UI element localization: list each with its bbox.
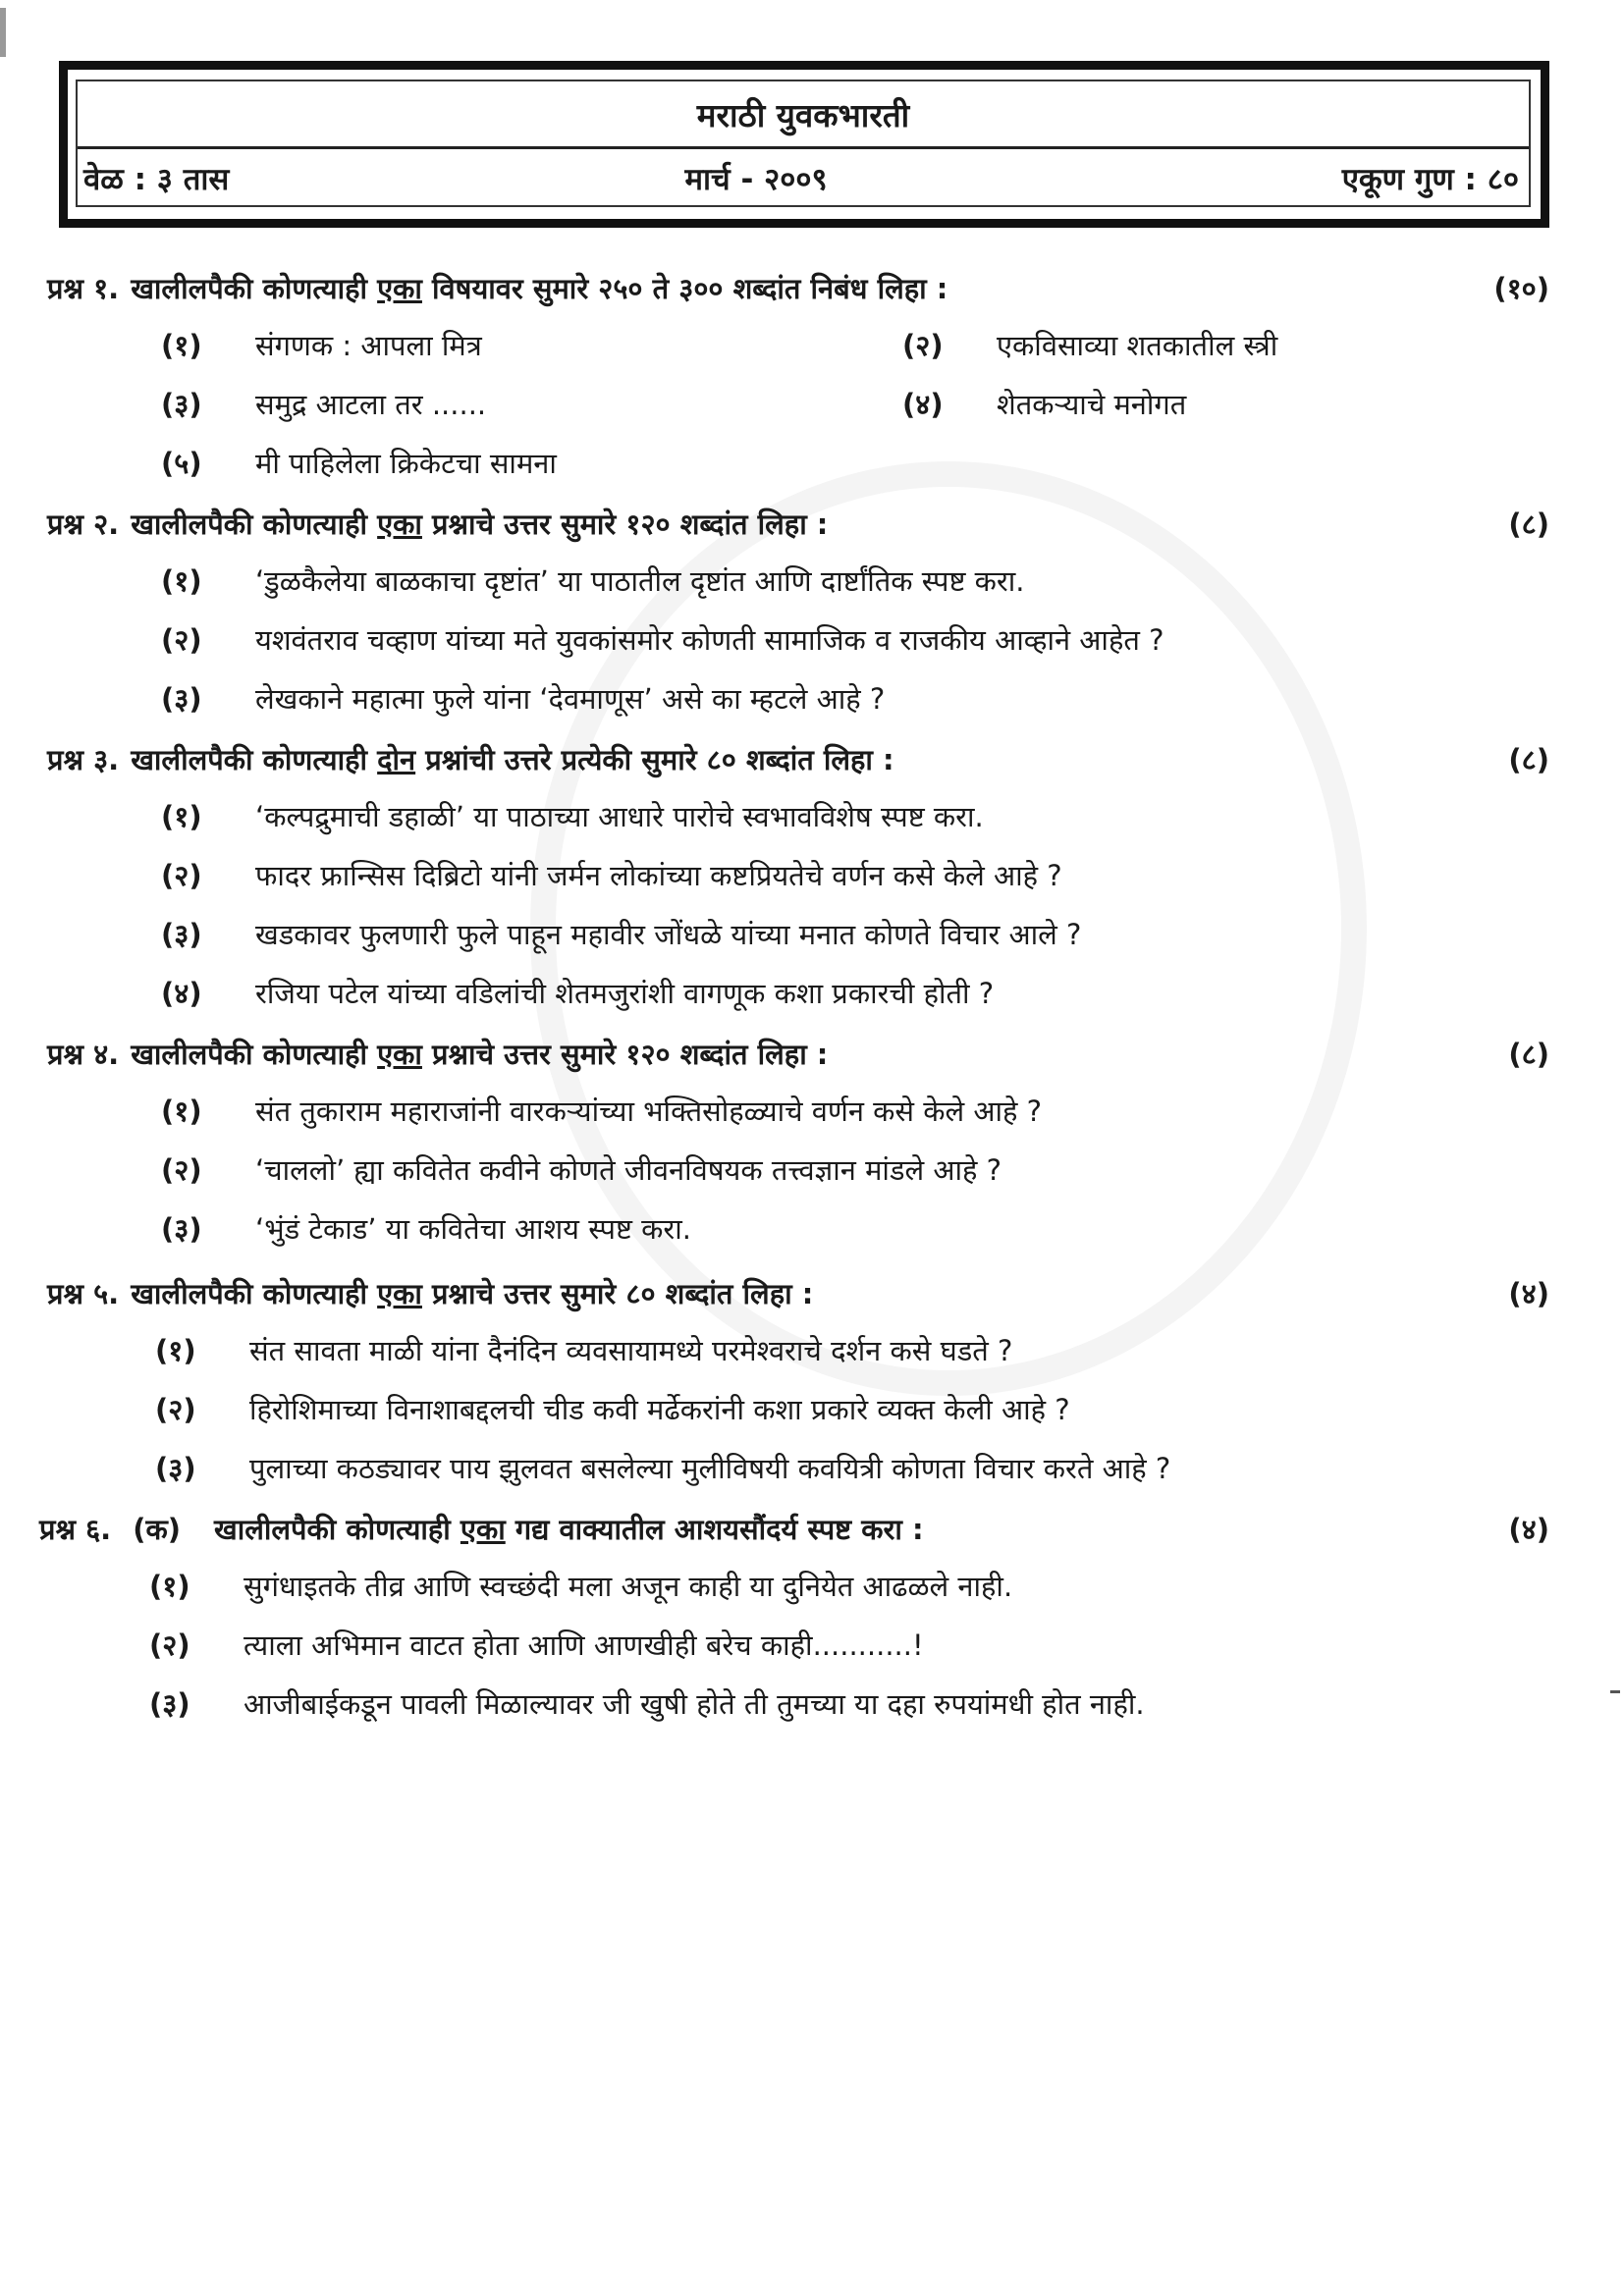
question-marks: (८) bbox=[1508, 743, 1549, 776]
scan-edge-mark bbox=[0, 8, 6, 57]
exam-total-marks: एकूण गुण : ८० bbox=[1341, 162, 1519, 197]
sub-question-list bbox=[47, 552, 1549, 728]
item-number: (१) bbox=[155, 1334, 196, 1367]
item-number: (५) bbox=[161, 447, 202, 480]
list-item bbox=[47, 1082, 1549, 1141]
list-item bbox=[47, 964, 1549, 1023]
question-instruction bbox=[131, 1027, 828, 1082]
exam-duration: वेळ : ३ तास bbox=[83, 162, 230, 197]
item-number: (३) bbox=[161, 388, 202, 421]
item-text: एकविसाव्या शतकातील स्त्री bbox=[997, 329, 1278, 362]
header-title-row bbox=[78, 81, 1529, 149]
item-text: मी पाहिलेला क्रिकेटचा सामना bbox=[255, 447, 557, 480]
question-2 bbox=[47, 497, 1549, 728]
header-info-row bbox=[78, 149, 1529, 208]
instruction-text: प्रश्नाचे उत्तर सुमारे ८० शब्दांत लिहा : bbox=[421, 1277, 814, 1310]
item-number: (१) bbox=[161, 564, 202, 598]
list-item bbox=[47, 611, 1549, 669]
list-item bbox=[47, 846, 1549, 905]
instruction-emphasis: एका bbox=[377, 272, 422, 305]
item-text: हिरोशिमाच्या विनाशाबद्दलची चीड कवी मर्ढेकरांनी कशा प्रकारे व्यक्त केली आहे ? bbox=[249, 1393, 1070, 1426]
question-heading bbox=[39, 1502, 1549, 1557]
question-5 bbox=[47, 1266, 1549, 1498]
exam-session: मार्च - २००९ bbox=[684, 162, 828, 197]
instruction-text: विषयावर सुमारे २५० ते ३०० शब्दांत निबंध लिहा : bbox=[421, 272, 948, 305]
question-3 bbox=[47, 732, 1549, 1023]
list-item bbox=[47, 1200, 1549, 1258]
item-text: पुलाच्या कठड्यावर पाय झुलवत बसलेल्या मुलीविषयी कवयित्री कोणता विचार करते आहे ? bbox=[249, 1452, 1171, 1485]
question-number: प्रश्न ५. bbox=[47, 1277, 120, 1310]
question-number: प्रश्न ४. bbox=[47, 1038, 120, 1071]
instruction-text: खालीलपैकी कोणत्याही bbox=[131, 507, 378, 541]
question-instruction bbox=[131, 732, 893, 787]
item-number: (१) bbox=[149, 1570, 190, 1603]
list-item bbox=[47, 1439, 1549, 1498]
question-1 bbox=[47, 261, 1549, 493]
item-text: ‘डुळकैलेया बाळकाचा दृष्टांत’ या पाठातील दृष्टांत आणि दार्ष्टांतिक स्पष्ट करा. bbox=[255, 564, 1025, 598]
question-heading bbox=[47, 1027, 1549, 1082]
list-item bbox=[39, 1616, 1549, 1675]
question-number: प्रश्न ३. bbox=[47, 743, 120, 776]
question-marks: (१०) bbox=[1493, 272, 1549, 305]
item-text: रजिया पटेल यांच्या वडिलांची शेतमजुरांशी वागणूक कशा प्रकारची होती ? bbox=[255, 977, 995, 1010]
list-item bbox=[47, 669, 1549, 728]
item-text: त्याला अभिमान वाटत होता आणि आणखीही बरेच काही...........! bbox=[244, 1629, 924, 1662]
item-number: (४) bbox=[161, 977, 202, 1010]
sub-question-list bbox=[47, 1082, 1549, 1258]
instruction-emphasis: दोन bbox=[377, 743, 416, 776]
item-text: फादर फ्रान्सिस दिब्रिटो यांनी जर्मन लोकांच्या कष्टप्रियतेचे वर्णन कसे केले आहे ? bbox=[255, 859, 1062, 892]
item-number: (१) bbox=[161, 800, 202, 833]
question-6 bbox=[39, 1502, 1549, 1734]
scan-edge-mark bbox=[1610, 1690, 1620, 1693]
item-number: (३) bbox=[161, 918, 202, 951]
list-item bbox=[39, 1557, 1549, 1616]
question-instruction bbox=[131, 497, 828, 552]
item-number: (१) bbox=[161, 329, 202, 362]
list-item bbox=[47, 787, 1549, 846]
question-part-label: (क) bbox=[133, 1513, 181, 1546]
instruction-text: खालीलपैकी कोणत्याही bbox=[131, 1277, 378, 1310]
item-text: ‘चाललो’ ह्या कवितेत कवीने कोणते जीवनविषयक तत्त्वज्ञान मांडले आहे ? bbox=[255, 1153, 1001, 1187]
exam-header bbox=[59, 61, 1549, 228]
item-text: आजीबाईकडून पावली मिळाल्यावर जी खुषी होते ती तुमच्या या दहा रुपयांमधी होत नाही. bbox=[244, 1687, 1145, 1721]
item-number: (३) bbox=[161, 682, 202, 716]
question-heading bbox=[47, 732, 1549, 787]
instruction-text: प्रश्नांची उत्तरे प्रत्येकी सुमारे ८० शब्दांत लिहा : bbox=[415, 743, 894, 776]
question-marks: (४) bbox=[1508, 1277, 1549, 1310]
list-item bbox=[161, 375, 902, 434]
question-marks: (८) bbox=[1508, 1038, 1549, 1071]
item-text: खडकावर फुलणारी फुले पाहून महावीर जोंधळे यांच्या मनात कोणते विचार आले ? bbox=[255, 918, 1082, 951]
essay-topic-list bbox=[47, 316, 1549, 493]
instruction-text: खालीलपैकी कोणत्याही bbox=[213, 1513, 460, 1546]
instruction-text: गद्य वाक्यातील आशयसौंदर्य स्पष्ट करा : bbox=[505, 1513, 924, 1546]
question-marks: (८) bbox=[1508, 507, 1549, 541]
instruction-text: प्रश्नाचे उत्तर सुमारे १२० शब्दांत लिहा : bbox=[421, 507, 829, 541]
question-instruction bbox=[214, 1502, 924, 1557]
item-text: संत सावता माळी यांना दैनंदिन व्यवसायामध्ये परमेश्वराचे दर्शन कसे घडते ? bbox=[249, 1334, 1013, 1367]
item-text: समुद्र आटला तर ...... bbox=[255, 388, 487, 421]
list-item bbox=[161, 434, 902, 493]
list-item bbox=[47, 1380, 1549, 1439]
question-instruction bbox=[131, 1266, 813, 1321]
list-item bbox=[39, 1675, 1549, 1734]
sub-question-list bbox=[47, 1321, 1549, 1498]
question-heading bbox=[47, 497, 1549, 552]
item-number: (२) bbox=[155, 1393, 196, 1426]
item-number: (३) bbox=[149, 1687, 190, 1721]
instruction-emphasis: एका bbox=[377, 507, 422, 541]
instruction-emphasis: एका bbox=[460, 1513, 506, 1546]
header-inner-frame bbox=[76, 80, 1531, 207]
instruction-text: खालीलपैकी कोणत्याही bbox=[131, 743, 378, 776]
item-number: (१) bbox=[161, 1095, 202, 1128]
item-number: (२) bbox=[161, 623, 202, 657]
item-text: ‘भुंडं टेकाड’ या कवितेचा आशय स्पष्ट करा. bbox=[255, 1212, 691, 1246]
item-text: शेतकऱ्याचे मनोगत bbox=[997, 388, 1187, 421]
item-text: संत तुकाराम महाराजांनी वारकऱ्यांच्या भक्तिसोहळ्याचे वर्णन कसे केले आहे ? bbox=[255, 1095, 1043, 1128]
list-item bbox=[902, 375, 1590, 434]
sub-question-list bbox=[39, 1557, 1549, 1734]
item-text: संगणक : आपला मित्र bbox=[255, 329, 482, 362]
item-text: लेखकाने महात्मा फुले यांना ‘देवमाणूस’ असे का म्हटले आहे ? bbox=[255, 682, 886, 716]
question-4 bbox=[47, 1027, 1549, 1258]
item-number: (२) bbox=[161, 859, 202, 892]
item-text: ‘कल्पद्रुमाची डहाळी’ या पाठाच्या आधारे पारोचे स्वभावविशेष स्पष्ट करा. bbox=[255, 800, 984, 833]
list-item bbox=[902, 316, 1590, 375]
item-number: (२) bbox=[902, 329, 944, 362]
list-item bbox=[47, 552, 1549, 611]
question-number: प्रश्न ६. bbox=[39, 1513, 112, 1546]
item-text: सुगंधाइतके तीव्र आणि स्वच्छंदी मला अजून काही या दुनियेत आढळले नाही. bbox=[244, 1570, 1013, 1603]
item-text: यशवंतराव चव्हाण यांच्या मते युवकांसमोर कोणती सामाजिक व राजकीय आव्हाने आहेत ? bbox=[255, 623, 1164, 657]
question-marks: (४) bbox=[1508, 1513, 1549, 1546]
instruction-emphasis: एका bbox=[377, 1277, 422, 1310]
item-number: (२) bbox=[149, 1629, 190, 1662]
question-number: प्रश्न २. bbox=[47, 507, 120, 541]
question-heading bbox=[47, 261, 1549, 316]
question-heading bbox=[47, 1266, 1549, 1321]
question-instruction bbox=[131, 261, 947, 316]
list-item bbox=[47, 905, 1549, 964]
instruction-text: खालीलपैकी कोणत्याही bbox=[131, 1038, 378, 1071]
item-number: (४) bbox=[902, 388, 944, 421]
instruction-text: खालीलपैकी कोणत्याही bbox=[131, 272, 378, 305]
instruction-text: प्रश्नाचे उत्तर सुमारे १२० शब्दांत लिहा : bbox=[421, 1038, 829, 1071]
sub-question-list bbox=[47, 787, 1549, 1023]
question-number: प्रश्न १. bbox=[47, 272, 120, 305]
item-number: (२) bbox=[161, 1153, 202, 1187]
list-item bbox=[161, 316, 902, 375]
list-item bbox=[47, 1141, 1549, 1200]
exam-title: मराठी युवकभारती bbox=[696, 95, 910, 134]
list-item bbox=[47, 1321, 1549, 1380]
item-number: (३) bbox=[161, 1212, 202, 1246]
instruction-emphasis: एका bbox=[377, 1038, 422, 1071]
item-number: (३) bbox=[155, 1452, 196, 1485]
